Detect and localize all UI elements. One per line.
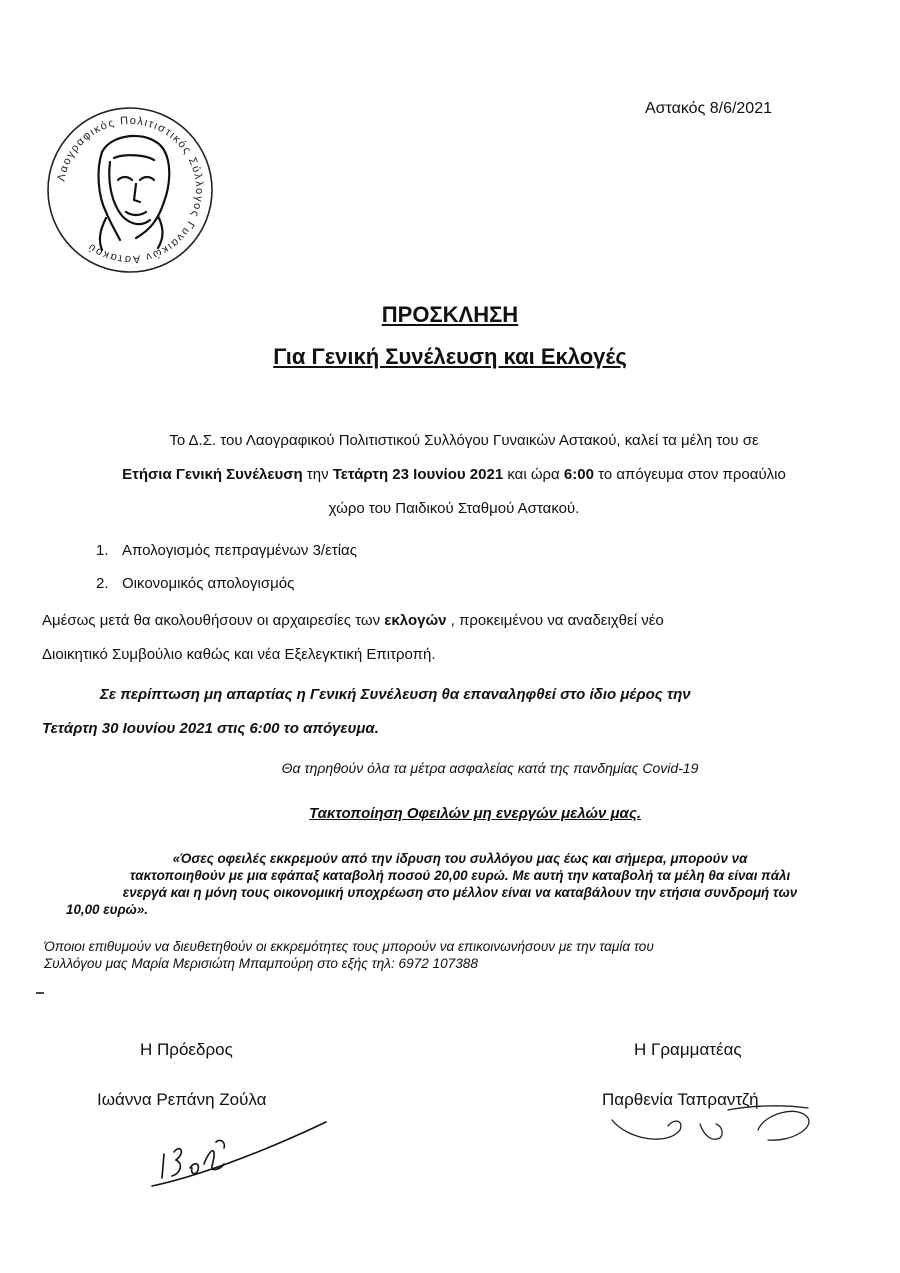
scan-mark [36,992,44,994]
president-role: Η Πρόεδρος [140,1040,233,1059]
list-item: 2. Οικονομικός απολογισμός [96,575,295,592]
document-subtitle: Για Γενική Συνέλευση και Εκλογές [273,344,627,369]
document-title: ΠΡΟΣΚΛΗΣΗ [381,302,519,327]
secretary-signature [608,1100,818,1155]
document-date: Αστακός 8/6/2021 [644,100,772,117]
elections-paragraph: Αμέσως μετά θα ακολουθήσουν οι αρχαιρεσίες των εκλογών , προκειμένου να αναδειχθεί νέο Διοικητικό Συμβούλιο καθώς και νέα Εξελεγκτική Επιτροπή. [42,612,664,663]
intro-paragraph: Το Δ.Σ. του Λαογραφικού Πολιτιστικού Συλλόγου Γυναικών Αστακού, καλεί τα μέλη του σε Ετήσια Γενική Συνέλευση την Τετάρτη 23 Ιουνίου 2021 και ώρα 6:00 το απόγευμα στον προαύλιο χώρο του Παιδικού Σταθμού Αστακού. [122,432,786,517]
woman-face-icon [99,136,170,250]
debts-quote: «Όσες οφειλές εκκρεμούν από την ίδρυση του συλλόγου μας έως και σήμερα, μπορούν να τακτοποιηθούν με μια εφάπαξ καταβολή ποσού 20,00 ευρώ. Με αυτή την καταβολή τα μέλη θα είναι πάλι ενεργά και η μόνη τους οικονομική υποχρέωση στο μέλλον είναι να καταβάλουν την ετήσια συνδρομή των 10,00 ευρώ». [66,851,798,917]
seal-text: Λαογραφικός Πολιτιστικός Σύλλογος Γυναικών Αστακού [55,114,206,266]
president-signature [150,1108,330,1188]
debts-heading: Τακτοποίηση Οφειλών μη ενεργών μελών μας. [308,805,641,822]
list-item: 1. Απολογισμός πεπραγμένων 3/ετίας [96,542,357,559]
association-seal [40,100,220,280]
covid-notice: Θα τηρηθούν όλα τα μέτρα ασφαλείας κατά της πανδημίας Covid-19 [281,760,699,776]
quorum-paragraph: Σε περίπτωση μη απαρτίας η Γενική Συνέλευση θα επαναληφθεί στο ίδιο μέρος την Τετάρτη 30 Ιουνίου 2021 στις 6:00 το απόγευμα. [42,686,691,737]
secretary-name: Παρθενία Ταπραντζή [602,1090,759,1109]
secretary-role: Η Γραμματέας [634,1040,742,1059]
contact-paragraph: Όποιοι επιθυμούν να διευθετηθούν οι εκκρεμότητες τους μπορούν να επικοινωνήσουν με την ταμία του Συλλόγου μας Μαρία Μερισιώτη Μπαμπούρη στο εξής τηλ: 6972 107388 [44,939,654,971]
svg-text:Λαογραφικός Πολιτιστικός Σύλλο [56,115,206,265]
president-name: Ιωάννα Ρεπάνη Ζούλα [97,1090,267,1109]
agenda-list [96,534,357,600]
